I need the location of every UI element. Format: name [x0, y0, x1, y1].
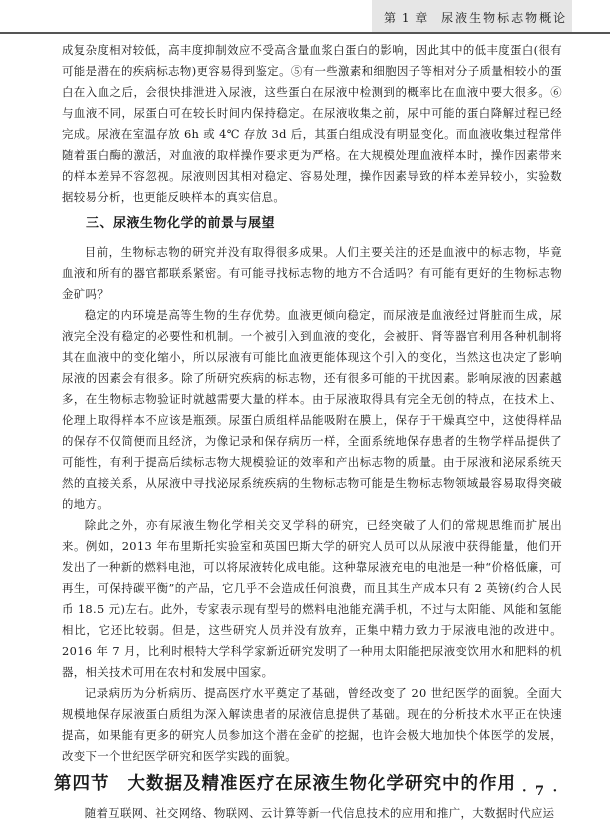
section-four-label: 第四节 [54, 774, 110, 794]
paragraph: 除此之外，亦有尿液生物化学相关交叉学科的研究，已经突破了人们的常规思维而扩展出来。例如，2013 年布里斯托实验室和英国巴斯大学的研究人员可以从尿液中获得能量，他们开发出了一种新的燃料电池，可以将尿液转化成电能。这种靠尿液充电的电池是一种“价格低廉，可再生，可保持碳平衡”的产品，它几乎不会造成任何浪费，而且其生产成本只有 2 英镑(约合人民币 18.5 元)左右。此外，专家表示现有型号的燃料电池能充满手机，不过与太阳能、风能和氢能相比，它还比较弱。但是，这些研究人员并没有放弃，正集中精力致力于尿液电池的改进中。2016 年 7 月，比利时根特大学科学家新近研究发明了一种用太阳能把尿液变饮用水和肥料的机器，相关技术可用在农村和发展中国家。 [62, 518, 562, 679]
page-number: · 7 · [522, 784, 560, 799]
paragraph: 目前，生物标志物的研究并没有取得很多成果。人们主要关注的还是血液中的标志物，毕竟血液和所有的器官都联系紧密。有可能寻找标志物的地方不合适吗？有可能有更好的生物标志物金矿吗？ [62, 245, 562, 301]
paragraph-continued: 成复杂度相对较低，高丰度抑制效应不受高含量血浆白蛋白的影响，因此其中的低丰度蛋白(很有可能是潜在的疾病标志物)更容易得到鉴定。⑤有一些激素和细胞因子等相对分子质量相较小的蛋白在入血之后，会很快排泄进入尿液，这些蛋白在尿液中检测到的概率比在血液中要大很多。⑥与血液不同，尿蛋白可在较长时间内保持稳定。在尿液收集之前，尿中可能的蛋白降解过程已经完成。尿液在室温存放 6h 或 4℃ 存放 3d 后，其蛋白组成没有明显变化。而血液收集过程常伴随着蛋白酶的激活，对血液的取样操作要求更为严格。在大规模处理血液样本时，操作因素带来的样本差异不容忽视。尿液则因其相对稳定、容易处理，操作因素导致的样本差异较小，实验数据较易分析，也更能反映样本的真实信息。 [62, 43, 562, 204]
chapter-title: 尿液生物标志物概论 [441, 11, 568, 25]
running-header [372, 0, 572, 34]
section-four-title: 大数据及精准医疗在尿液生物化学研究中的作用 [127, 774, 516, 794]
section-four-heading [54, 774, 562, 795]
paragraph: 随着互联网、社交网络、物联网、云计算等新一代信息技术的应用和推广，大数据时代应运 [84, 806, 555, 820]
section-three-heading: 三、尿液生物化学的前景与展望 [86, 216, 276, 231]
chapter-label: 第 1 章 [384, 11, 429, 25]
paragraph: 记录病历为分析病历、提高医疗水平奠定了基础，曾经改变了 20 世纪医学的面貌。全面大规模地保存尿液蛋白质组为深入解读患者的尿液信息提供了基础。现在的分析技术水平正在快速提高，如果能有更多的研究人员参加这个潜在金矿的挖掘，也许会极大地加快个体医学的发展，改变下一个世纪医学研究和医学实践的面貌。 [62, 686, 562, 763]
page-body [54, 40, 562, 824]
paragraph: 稳定的内环境是高等生物的生存优势。血液更倾向稳定，而尿液是血液经过肾脏而生成，尿液完全没有稳定的必要性和机制。一个被引入到血液的变化，会被肝、肾等器官利用各种机制将其在血液中的变化缩小，所以尿液有可能比血液更能体现这个引入的变化，当然这也决定了影响尿液的因素会有很多。除了所研究疾病的标志物，还有很多可能的干扰因素。影响尿液的因素越多，在生物标志物验证时就越需要大量的样本。由于尿液取得具有完全无创的特点，在技术上、伦理上取得样本不应该是瓶颈。尿蛋白质组样品能吸附在膜上，保存于干燥真空中，这使得样品的保存不仅简便而且经济，为像记录和保存病历一样，全面系统地保存患者的生物学样品提供了可能性，有利于提高后续标志物大规模验证的效率和产出标志物的质量。由于尿液和泌尿系统天然的直接关系，从尿液中寻找泌尿系统疾病的生物标志物可能是生物标志物领域最容易取得突破的地方。 [62, 308, 562, 511]
header-rule [0, 32, 610, 34]
